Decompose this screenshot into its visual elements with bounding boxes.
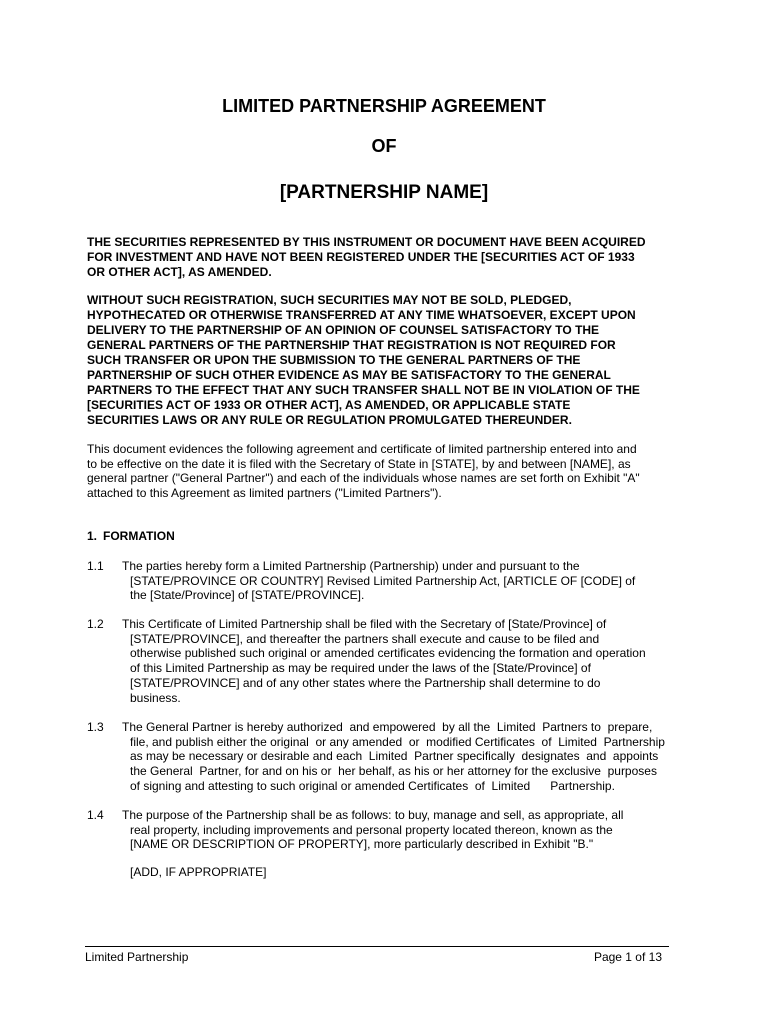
footer-divider	[85, 946, 669, 947]
document-title-of: OF	[371, 136, 397, 156]
clause-line: This Certificate of Limited Partnership shall be filed with the Secretary of [State/Province] of	[122, 617, 607, 631]
clause-line: [STATE/PROVINCE], and thereafter the partners shall execute and cause to be filed and	[130, 631, 600, 646]
clause-line: business.	[130, 690, 181, 705]
section-heading-formation	[87, 529, 175, 543]
clause-line: of signing and attesting to such original or amended Certificates of Limited Partnership.	[130, 778, 615, 793]
legend-line: DELIVERY TO THE PARTNERSHIP OF AN OPINION OF COUNSEL SATISFACTORY TO THE	[87, 323, 600, 337]
clause-number: 1.1	[87, 559, 104, 573]
footer-document-name: Limited Partnership	[85, 950, 189, 964]
legend-line: PARTNERSHIP OF SUCH OTHER EVIDENCE AS MAY BE SATISFACTORY TO THE GENERAL	[87, 368, 611, 382]
clause-line: file, and publish either the original or any amended or modified Certificates of Limited Partnership	[130, 734, 665, 749]
clause-line: [STATE/PROVINCE] and of any other states where the Partnership shall determine to do	[130, 675, 601, 690]
intro-line: attached to this Agreement as limited partners ("Limited Partners").	[87, 486, 442, 501]
clause-line: of this Limited Partnership as may be required under the laws of the [State/Province] of	[130, 661, 591, 676]
legend-line: GENERAL PARTNERS OF THE PARTNERSHIP THAT REGISTRATION IS NOT REQUIRED FOR	[87, 338, 616, 352]
clause-line: The General Partner is hereby authorized and empowered by all the Limited Partners to prepare,	[122, 720, 653, 734]
legend-line: SUCH TRANSFER OR UPON THE SUBMISSION TO THE GENERAL PARTNERS OF THE	[87, 353, 581, 367]
legend-line: OR OTHER ACT], AS AMENDED.	[87, 265, 272, 279]
securities-legend-1	[87, 235, 687, 280]
clause-line: The purpose of the Partnership shall be as follows: to buy, manage and sell, as appropriate, all	[122, 808, 624, 822]
document-title: LIMITED PARTNERSHIP AGREEMENT	[222, 96, 546, 116]
add-if-appropriate-note: [ADD, IF APPROPRIATE]	[130, 865, 267, 879]
clause-number: 1.3	[87, 720, 104, 734]
legend-line: PARTNERS TO THE EFFECT THAT ANY SUCH TRANSFER SHALL NOT BE IN VIOLATION OF THE	[87, 383, 640, 397]
legend-line: SECURITIES LAWS OR ANY RULE OR REGULATION PROMULGATED THEREUNDER.	[87, 413, 572, 427]
intro-line: general partner ("General Partner") and each of the individuals whose names are set forth on Exhibit "A"	[87, 471, 640, 486]
clause-line: the General Partner, for and on his or her behalf, as his or her attorney for the exclusive purposes	[130, 764, 657, 779]
legend-line: [SECURITIES ACT OF 1933 OR OTHER ACT], AS AMENDED, OR APPLICABLE STATE	[87, 398, 571, 412]
clause-line: The parties hereby form a Limited Partnership (Partnership) under and pursuant to the	[122, 559, 580, 573]
legend-line: HYPOTHECATED OR OTHERWISE TRANSFERRED AT ANY TIME WHATSOEVER, EXCEPT UPON	[87, 308, 636, 322]
legend-line: THE SECURITIES REPRESENTED BY THIS INSTRUMENT OR DOCUMENT HAVE BEEN ACQUIRED	[87, 235, 646, 249]
clause-number: 1.2	[87, 617, 104, 631]
clause-line: [NAME OR DESCRIPTION OF PROPERTY], more particularly described in Exhibit "B."	[130, 837, 594, 852]
footer-page-number: Page 1 of 13	[593, 950, 662, 964]
clause-line: real property, including improvements and personal property located thereon, known as the	[130, 822, 613, 837]
clause-line: [STATE/PROVINCE OR COUNTRY] Revised Limited Partnership Act, [ARTICLE OF [CODE] of	[130, 573, 636, 588]
intro-paragraph	[87, 442, 687, 501]
clause-number: 1.4	[87, 808, 104, 822]
intro-line: This document evidences the following agreement and certificate of limited partnership entered into and	[87, 442, 637, 456]
intro-line: to be effective on the date it is filed with the Secretary of State in [STATE], by and between [NAME], as	[87, 456, 631, 471]
securities-legend-2	[87, 293, 687, 428]
clause-line: otherwise published such original or amended certificates evidencing the formation and operation	[130, 646, 646, 661]
partnership-name: [PARTNERSHIP NAME]	[279, 182, 489, 203]
clause-line: the [State/Province] of [STATE/PROVINCE].	[130, 588, 365, 603]
legend-line: WITHOUT SUCH REGISTRATION, SUCH SECURITIES MAY NOT BE SOLD, PLEDGED,	[87, 293, 572, 307]
section-title: FORMATION	[103, 529, 175, 543]
legend-line: FOR INVESTMENT AND HAVE NOT BEEN REGISTERED UNDER THE [SECURITIES ACT OF 1933	[87, 250, 635, 264]
clause-line: as may be necessary or desirable and each Limited Partner specifically designates and appoints	[130, 749, 659, 764]
section-number: 1.	[87, 529, 98, 543]
